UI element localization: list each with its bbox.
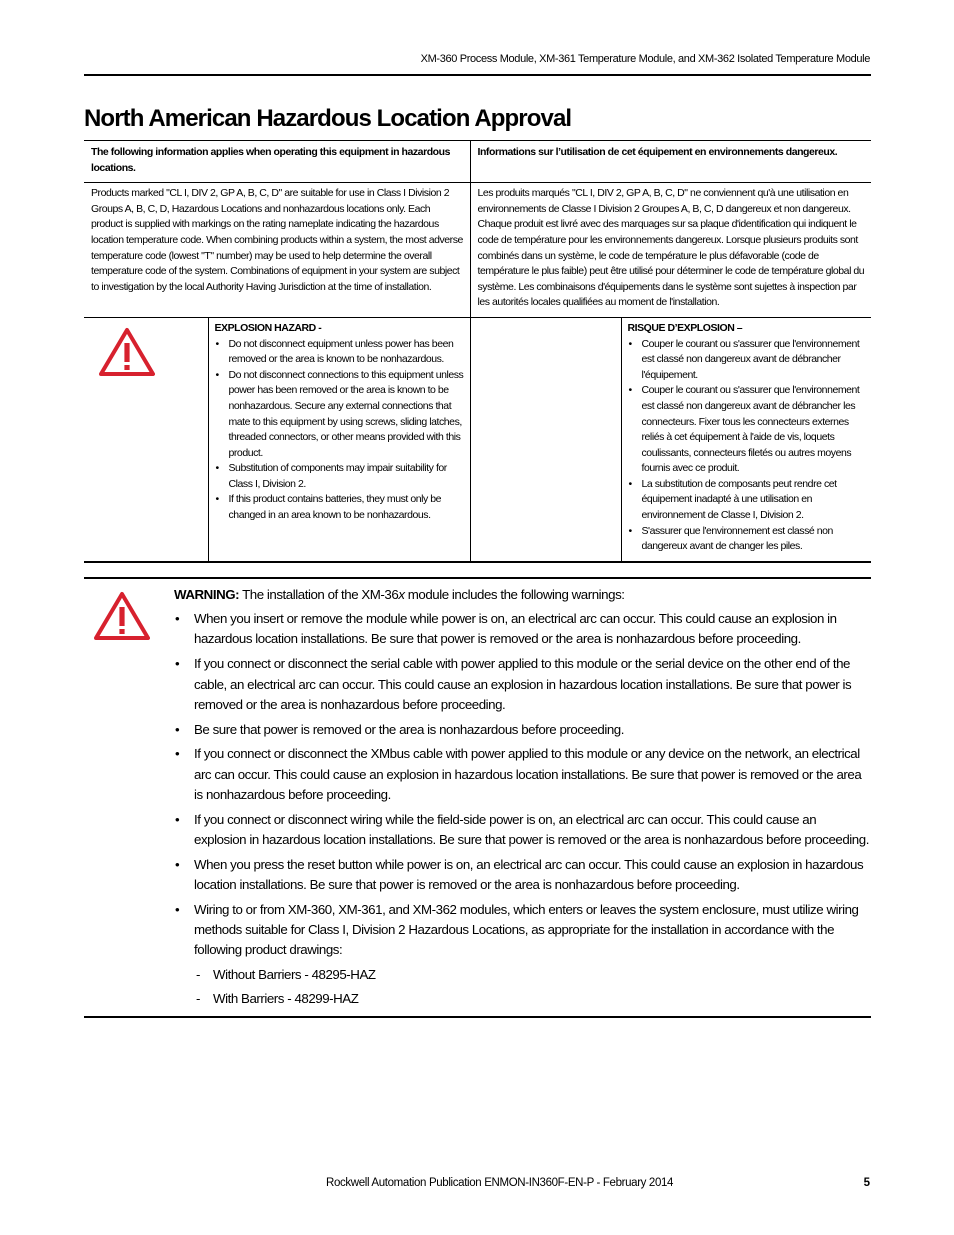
list-item: • Couper le courant ou s'assurer que l'environnement est classé non dangereux avant de débrancher les connecteurs. Fixer tous les connecteurs externes reliés à cet équipement à l'aide de vis, loquets coulissants, connecteurs filetés ou autres moyens fournis avec ce produit. — [628, 383, 866, 477]
warning-triangle-icon — [94, 591, 150, 641]
footer-publication: Rockwell Automation Publication ENMON-IN360F-EN-P - February 2014 — [326, 1177, 674, 1189]
warning-triangle-icon — [99, 327, 155, 377]
list-item: • Be sure that power is removed or the area is nonhazardous before proceeding. — [174, 720, 871, 740]
list-item: • If you connect or disconnect the serial cable with power applied to this module or the serial device on the other end of the cable, an electrical arc can occur. This could cause an explosion in hazardous location installations. Be sure that power is removed or the area is nonhazardous before proceeding. — [174, 654, 871, 715]
warning-content — [174, 585, 871, 1014]
en-body-cell: Products marked "CL I, DIV 2, GP A, B, C, D" are suitable for use in Class I Division 2 Groups A, B, C, D, Hazardous Locations and nonhazardous locations only. Each product is supplied with markings on the rating nameplate indicating the hazardous location temperature code. When combining products within a system, the most adverse temperature code (lowest "T" number) may be used to help determine the overall temperature code of the system. Combinations of equipment in your system are subject to investigation by the local Authority Having Jurisdiction at the time of installation. — [84, 183, 470, 318]
running-header: XM-360 Process Module, XM-361 Temperature Module, and XM-362 Isolated Temperature Module — [420, 53, 870, 65]
drawing-list — [194, 965, 871, 1010]
list-item: • If you connect or disconnect the XMbus cable with power applied to this module or any device on the network, an electrical arc can occur. This could cause an explosion in hazardous location installations. Be sure that power is removed or the area is nonhazardous before proceeding. — [174, 744, 871, 805]
list-item-wiring — [174, 900, 871, 1010]
fr-hazard-title: RISQUE D’EXPLOSION – — [627, 321, 743, 334]
fr-header-cell: Informations sur l’utilisation de cet équipement en environnements dangereux. — [470, 141, 871, 183]
list-item: • Couper le courant ou s'assurer que l'environnement est classé non dangereux avant de débrancher l'équipement. — [628, 337, 866, 384]
page-number: 5 — [863, 1177, 870, 1189]
en-hazard-icon-cell — [84, 317, 208, 561]
fr-hazard-cell — [621, 317, 871, 561]
en-hazard-list — [215, 337, 464, 524]
hazloc-table — [84, 140, 871, 563]
page-title: North American Hazardous Location Approval — [84, 105, 572, 132]
list-item: • La substitution de composants peut rendre cet équipement inadapté à une utilisation en environnement de Classe I, Division 2. — [628, 477, 866, 524]
list-item: • Do not disconnect equipment unless power has been removed or the area is known to be nonhazardous. — [215, 337, 464, 368]
warning-section — [84, 577, 871, 1018]
warning-label: WARNING: — [174, 587, 240, 602]
warning-intro-text-end: module includes the following warnings: — [404, 587, 625, 602]
fr-hazard-icon-cell — [470, 317, 621, 561]
en-hazard-title: EXPLOSION HAZARD - — [214, 321, 322, 334]
list-item: - Without Barriers - 48295-HAZ — [194, 965, 871, 985]
en-hazard-cell — [208, 317, 470, 561]
list-item: - With Barriers - 48299-HAZ — [194, 989, 871, 1009]
fr-hazard-list — [628, 337, 866, 555]
warning-intro-text: The installation of the XM-36 — [239, 587, 399, 602]
list-item: • S'assurer que l'environnement est classé non dangereux avant de changer les piles. — [628, 524, 866, 555]
header-rule — [84, 74, 871, 76]
list-item: • If you connect or disconnect wiring while the field-side power is on, an electrical arc can occur. This could cause an explosion in hazardous location installations. Be sure that power is removed or the area is nonhazardous before proceeding. — [174, 810, 871, 850]
list-item: • When you press the reset button while power is on, an electrical arc can occur. This could cause an explosion in hazardous location installations. Be sure that power is removed or the area is nonhazardous before proceeding. — [174, 855, 871, 895]
list-item: • Substitution of components may impair suitability for Class I, Division 2. — [215, 461, 464, 492]
warning-intro-italic: x — [398, 587, 405, 602]
list-item: • If this product contains batteries, they must only be changed in an area known to be nonhazardous. — [215, 492, 464, 523]
warning-list — [174, 609, 871, 1009]
wiring-text: Wiring to or from XM-360, XM-361, and XM-362 modules, which enters or leaves the system enclosure, must utilize wiring methods suitable for Class I, Division 2 Hazardous Locations, as appropriate for the installation in accordance with the following product drawings: — [194, 901, 859, 958]
list-item: • When you insert or remove the module while power is on, an electrical arc can occur. This could cause an explosion in hazardous location installations. Be sure that power is removed or the area is nonhazardous before proceeding. — [174, 609, 871, 649]
fr-body-cell: Les produits marqués "CL I, DIV 2, GP A, B, C, D" ne conviennent qu'à une utilisation en environnements de Classe I Division 2 Groupes A, B, C, D dangereux et non dangereux. Chaque produit est livré avec des marquages sur sa plaque d'identification qui indiquent le code de température pour les environnements dangereux. Lorsque plusieurs produits sont combinés dans un système, le code de température le plus défavorable (code de température le plus faible) peut être utilisé pour déterminer le code de température global du système. Les combinaisons d'équipements dans le système sont sujettes à inspection par les autorités locales qualifiées au moment de l'installation. — [470, 183, 871, 318]
warning-intro — [174, 585, 871, 605]
list-item: • Do not disconnect connections to this equipment unless power has been removed or the area is known to be nonhazardous. Secure any external connections that mate to this equipment by using screws, sliding latches, threaded connectors, or other means provided with this product. — [215, 368, 464, 462]
en-header-cell: The following information applies when operating this equipment in hazardous locations. — [84, 141, 470, 183]
